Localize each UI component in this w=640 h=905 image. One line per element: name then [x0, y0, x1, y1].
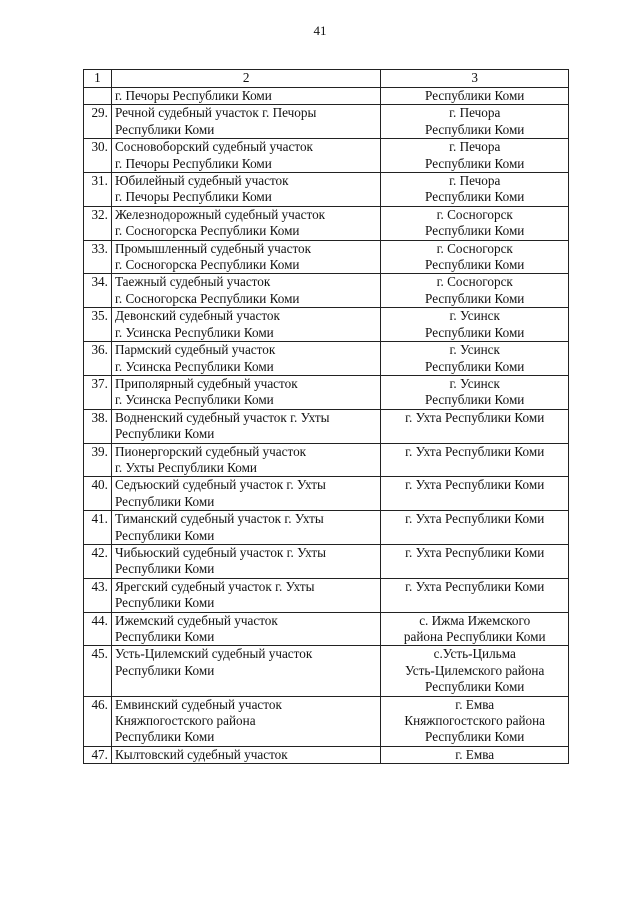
district-location-line: г. Сосногорск [436, 240, 513, 256]
district-location-line: г. Печора [449, 105, 501, 121]
district-name-cell [111, 375, 380, 409]
district-name-line: Речной судебный участок г. Печоры [114, 105, 317, 121]
district-name-line: г. Усинска Республики Коми [114, 358, 274, 374]
district-name-line: Усть-Цилемский судебный участок [114, 646, 313, 662]
district-location-cell [381, 308, 569, 342]
district-location-line: г. Ухта Республики Коми [405, 511, 545, 527]
district-name-line: Сосновоборский судебный участок [114, 139, 313, 155]
district-location-cell [381, 646, 569, 696]
district-location-line: г. Ухта Республики Коми [405, 409, 545, 425]
district-location-line: Республики Коми [425, 290, 525, 306]
district-location-line: Республики Коми [425, 121, 525, 137]
district-name-line: Республики Коми [114, 493, 215, 509]
district-name-cell [111, 544, 380, 578]
district-location-cell [381, 578, 569, 612]
row-number: 47. [84, 746, 112, 763]
district-location-cell [381, 105, 569, 139]
row-number: 31. [84, 173, 112, 207]
district-name-line: Республики Коми [114, 662, 215, 678]
column-header-number: 1 [84, 70, 112, 88]
table-header-row [84, 70, 569, 88]
row-number: 30. [84, 139, 112, 173]
district-location-cell [381, 88, 569, 105]
district-name-cell [111, 612, 380, 646]
table-row [84, 105, 569, 139]
table-row [84, 746, 569, 763]
district-name-line: Княжпогостского района [114, 713, 256, 729]
district-name-cell [111, 342, 380, 376]
row-number: 41. [84, 511, 112, 545]
district-location-line: Республики Коми [425, 358, 525, 374]
row-number: 29. [84, 105, 112, 139]
district-location-line: Усть-Цилемского района [405, 662, 545, 678]
judicial-districts-table [83, 69, 569, 764]
district-name-cell [111, 206, 380, 240]
district-name-line: г. Усинска Республики Коми [114, 392, 274, 408]
district-location-line: г. Ухта Республики Коми [405, 443, 545, 459]
district-name-line: г. Сосногорска Республики Коми [114, 257, 300, 273]
district-name-cell [111, 477, 380, 511]
table-row [84, 240, 569, 274]
district-location-line: г. Емва [455, 696, 495, 712]
table-row [84, 375, 569, 409]
district-name-line: Юбилейный судебный участок [114, 173, 289, 189]
district-name-cell [111, 139, 380, 173]
district-location-line: Республики Коми [425, 223, 525, 239]
district-name-line: г. Печоры Республики Коми [114, 189, 272, 205]
district-location-cell [381, 375, 569, 409]
district-location-cell [381, 746, 569, 763]
district-name-line: Республики Коми [114, 629, 215, 644]
district-name-cell [111, 696, 380, 746]
district-name-cell [111, 511, 380, 545]
district-location-line: г. Печора [449, 139, 501, 155]
district-location-line: Княжпогостского района [404, 713, 546, 729]
table-row [84, 409, 569, 443]
district-name-cell [111, 409, 380, 443]
district-name-line: Чибьюский судебный участок г. Ухты [114, 544, 327, 560]
table-row [84, 139, 569, 173]
district-location-line: г. Ухта Республики Коми [405, 578, 545, 594]
district-name-line: г. Ухты Республики Коми [114, 459, 257, 475]
district-name-line: Приполярный судебный участок [114, 375, 298, 391]
column-header-location: 3 [381, 70, 569, 88]
district-name-cell [111, 746, 380, 763]
district-name-line: г. Сосногорска Республики Коми [114, 223, 300, 239]
district-location-cell [381, 206, 569, 240]
row-number: 40. [84, 477, 112, 511]
table-row [84, 206, 569, 240]
table-row [84, 342, 569, 376]
district-location-line: г. Усинск [449, 342, 500, 358]
row-number: 32. [84, 206, 112, 240]
table-row [84, 612, 569, 646]
district-name-line: Ярегский судебный участок г. Ухты [114, 578, 315, 594]
district-location-line: г. Усинск [449, 308, 500, 324]
table-row [84, 544, 569, 578]
district-name-cell [111, 443, 380, 477]
district-name-line: Республики Коми [114, 595, 215, 611]
district-name-cell [111, 578, 380, 612]
district-location-line: Республики Коми [425, 392, 525, 408]
district-location-line: г. Сосногорск [436, 274, 513, 290]
district-name-line: Республики Коми [114, 426, 215, 442]
row-number: 46. [84, 696, 112, 746]
district-location-cell [381, 240, 569, 274]
district-name-line: Железнодорожный судебный участок [114, 206, 326, 222]
district-location-cell [381, 612, 569, 646]
district-location-line: Республики Коми [425, 729, 525, 745]
row-number [84, 88, 112, 105]
table-row [84, 646, 569, 696]
district-name-line: Таежный судебный участок [114, 274, 271, 290]
district-name-line: Пармский судебный участок [114, 342, 276, 358]
row-number: 38. [84, 409, 112, 443]
district-name-cell [111, 308, 380, 342]
table-row [84, 511, 569, 545]
district-location-cell [381, 173, 569, 207]
district-name-line: г. Усинска Республики Коми [114, 324, 274, 340]
table-body [84, 88, 569, 764]
district-location-line: г. Емва [455, 746, 495, 762]
district-name-line: Пионергорский судебный участок [114, 443, 307, 459]
district-location-line: Республики Коми [425, 257, 525, 273]
district-location-cell [381, 511, 569, 545]
district-name-line: Ижемский судебный участок [114, 612, 278, 628]
table-row [84, 696, 569, 746]
table-row [84, 274, 569, 308]
district-name-line: Водненский судебный участок г. Ухты [114, 409, 330, 425]
page-number: 41 [313, 23, 327, 38]
district-location-line: Республики Коми [425, 679, 525, 695]
district-name-line: Емвинский судебный участок [114, 696, 282, 712]
district-name-line: г. Сосногорска Республики Коми [114, 290, 300, 306]
row-number: 37. [84, 375, 112, 409]
district-location-cell [381, 477, 569, 511]
district-location-cell [381, 544, 569, 578]
table-row [84, 443, 569, 477]
district-name-cell [111, 240, 380, 274]
district-location-cell [381, 139, 569, 173]
district-location-cell [381, 696, 569, 746]
district-location-line: г. Печора [449, 173, 501, 189]
row-number: 45. [84, 646, 112, 696]
table-row [84, 173, 569, 207]
district-name-line: Республики Коми [114, 561, 215, 577]
district-name-line: Тиманский судебный участок г. Ухты [114, 511, 324, 527]
district-name-line: Девонский судебный участок [114, 308, 280, 324]
district-name-line: Кылтовский судебный участок [114, 746, 288, 762]
district-location-line: Республики Коми [425, 88, 525, 103]
row-number: 43. [84, 578, 112, 612]
row-number: 39. [84, 443, 112, 477]
district-name-cell [111, 646, 380, 696]
district-name-cell [111, 105, 380, 139]
table-row [84, 308, 569, 342]
district-name-cell [111, 274, 380, 308]
district-location-line: г. Усинск [449, 375, 500, 391]
district-location-cell [381, 409, 569, 443]
district-name-line: г. Печоры Республики Коми [114, 155, 272, 171]
district-name-cell [111, 173, 380, 207]
district-location-line: г. Сосногорск [436, 206, 513, 222]
row-number: 44. [84, 612, 112, 646]
district-location-cell [381, 443, 569, 477]
district-name-line: Седъюский судебный участок г. Ухты [114, 477, 326, 493]
district-name-line: Республики Коми [114, 729, 215, 745]
district-name-line: Республики Коми [114, 527, 215, 543]
district-location-line: Республики Коми [425, 155, 525, 171]
district-location-line: с. Ижма Ижемского [419, 612, 531, 628]
district-location-cell [381, 342, 569, 376]
row-number: 34. [84, 274, 112, 308]
district-location-line: Республики Коми [425, 324, 525, 340]
row-number: 42. [84, 544, 112, 578]
column-header-name: 2 [111, 70, 380, 88]
district-location-line: района Республики Коми [403, 629, 546, 644]
district-location-line: Республики Коми [425, 189, 525, 205]
district-location-line: с.Усть-Цильма [433, 646, 516, 662]
table-row [84, 578, 569, 612]
district-location-line: г. Ухта Республики Коми [405, 544, 545, 560]
district-location-cell [381, 274, 569, 308]
table-row [84, 477, 569, 511]
district-name-line: г. Печоры Республики Коми [114, 88, 272, 103]
table-row [84, 88, 569, 105]
district-name-line: Республики Коми [114, 121, 215, 137]
district-name-cell [111, 88, 380, 105]
row-number: 35. [84, 308, 112, 342]
district-name-line: Промышленный судебный участок [114, 240, 312, 256]
district-location-line: г. Ухта Республики Коми [405, 477, 545, 493]
row-number: 36. [84, 342, 112, 376]
row-number: 33. [84, 240, 112, 274]
